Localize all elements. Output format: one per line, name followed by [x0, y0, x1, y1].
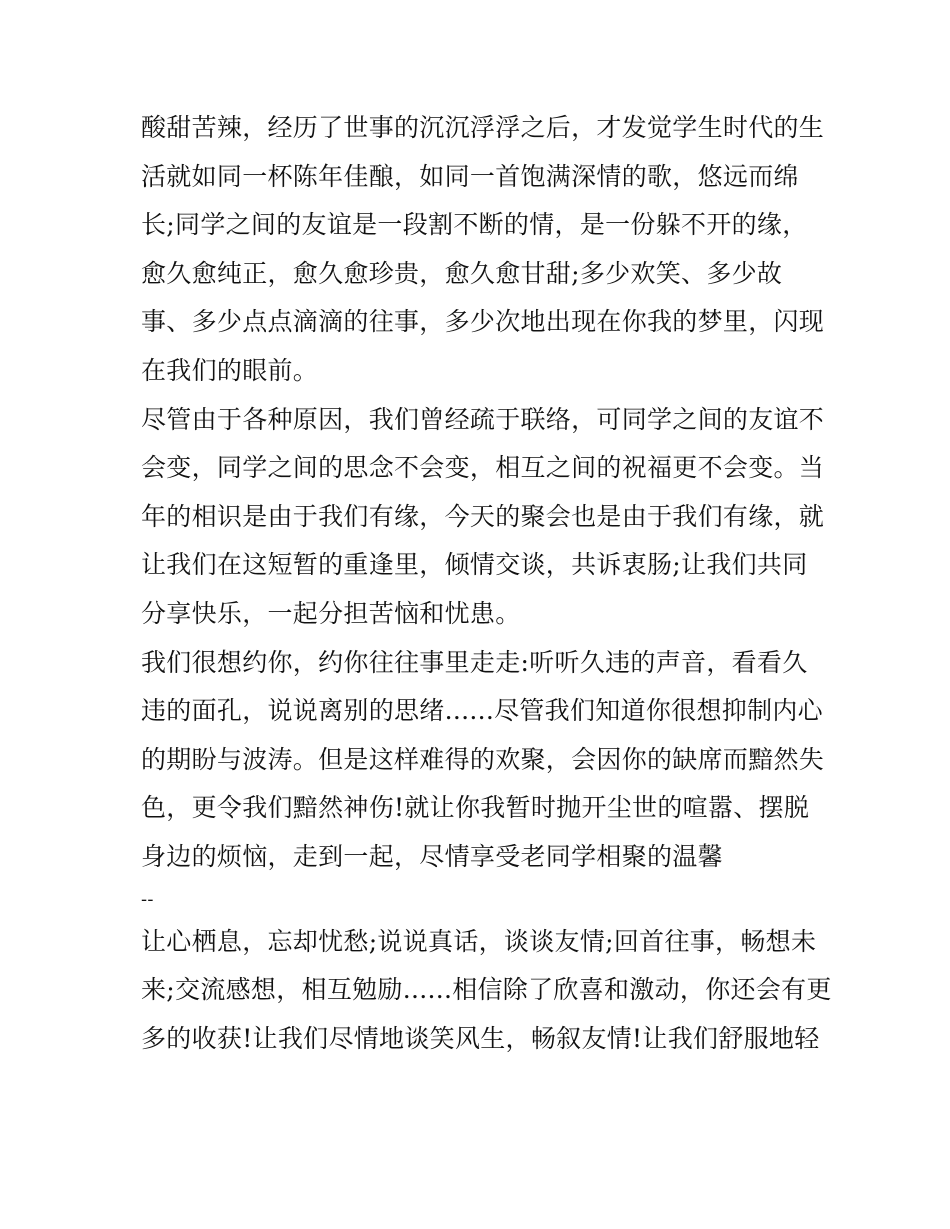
text-line: 长;同学之间的友谊是一段割不断的情，是一份躲不开的缘，	[141, 210, 808, 240]
text-line: 来;交流感想，相互勉励......相信除了欣喜和激动，你还会有更	[141, 975, 832, 1005]
document-body	[141, 104, 832, 1063]
text-line: 在我们的眼前。	[141, 355, 319, 385]
text-line: 身边的烦恼，走到一起，尽情享受老同学相聚的温馨	[141, 841, 723, 871]
text-line: 会变，同学之间的思念不会变，相互之间的祝福更不会变。当	[141, 453, 825, 483]
text-line: 让我们在这短暂的重逢里，倾情交谈，共诉衷肠;让我们共同	[141, 550, 808, 580]
text-line: 尽管由于各种原因，我们曾经疏于联络，可同学之间的友谊不	[141, 404, 825, 434]
text-line: 我们很想约你，约你往往事里走走:听听久违的声音，看看久	[141, 647, 808, 677]
text-line: 让心栖息，忘却忧愁;说说真话，谈谈友情;回首往事，畅想未	[141, 926, 817, 956]
text-line: 活就如同一杯陈年佳酿，如同一首饱满深情的歌，悠远而绵	[141, 161, 799, 191]
text-line: 多的收获!让我们尽情地谈笑风生，畅叙友情!让我们舒服地轻	[141, 1023, 820, 1053]
separator: --	[141, 888, 154, 910]
text-line: 酸甜苦辣，经历了世事的沉沉浮浮之后，才发觉学生时代的生	[141, 113, 825, 142]
text-line: 违的面孔，说说离别的思绪......尽管我们知道你很想抑制内心	[141, 696, 823, 726]
text-line: 事、多少点点滴滴的往事，多少次地出现在你我的梦里，闪现	[141, 307, 825, 337]
text-line: 的期盼与波涛。但是这样难得的欢聚，会因你的缺席而黯然失	[141, 744, 825, 774]
text-line: 色，更令我们黯然神伤!就让你我暂时抛开尘世的喧嚣、摆脱	[141, 793, 810, 823]
text-line: 愈久愈纯正，愈久愈珍贵，愈久愈甘甜;多少欢笑、多少故	[141, 258, 783, 288]
text-line: 年的相识是由于我们有缘，今天的聚会也是由于我们有缘，就	[141, 501, 825, 531]
text-line: 分享快乐，一起分担苦恼和忧患。	[141, 598, 521, 628]
